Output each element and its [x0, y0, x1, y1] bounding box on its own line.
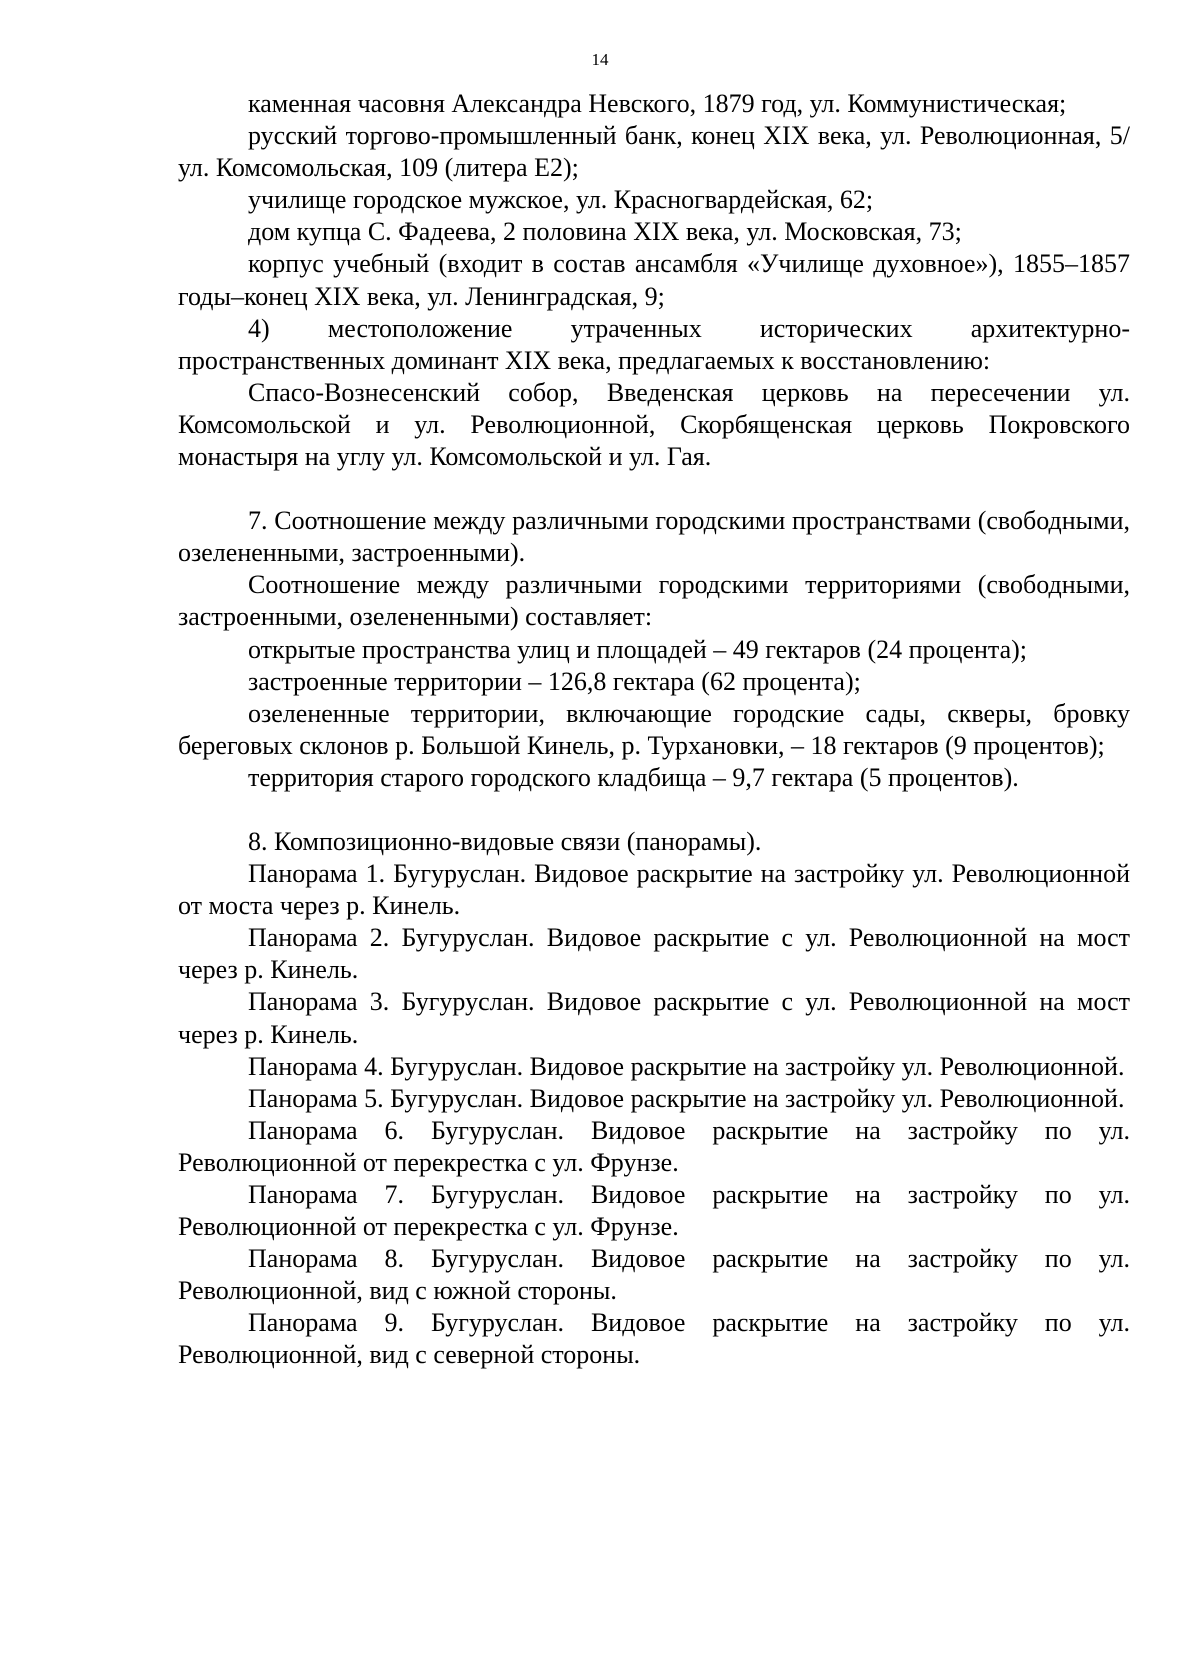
document-body [178, 88, 1130, 1372]
panorama-item: Панорама 3. Бугуруслан. Видовое раскрытие с ул. Революционной на мост через р. Кинель. [178, 987, 1130, 1049]
section-heading-7: 7. Соотношение между различными городскими пространствами (свободными, озелененными, застроенными). [178, 506, 1130, 568]
paragraph: территория старого городского кладбища – 9,7 гектара (5 процентов). [248, 762, 1019, 792]
panorama-item: Панорама 8. Бугуруслан. Видовое раскрытие на застройку по ул. Революционной, вид с южной стороны. [178, 1244, 1130, 1306]
page-number: 14 [591, 50, 609, 69]
panorama-item: Панорама 5. Бугуруслан. Видовое раскрытие на застройку ул. Революционной. [248, 1083, 1125, 1113]
paragraph: 4) местоположение утраченных исторических архитектурно-пространственных доминант XIX века, предлагаемых к восстановлению: [178, 313, 1130, 375]
section-heading-8: 8. Композиционно-видовые связи (панорамы). [248, 826, 762, 856]
paragraph: застроенные территории – 126,8 гектара (62 процента); [248, 666, 861, 696]
panorama-item: Панорама 9. Бугуруслан. Видовое раскрытие на застройку по ул. Революционной, вид с северной стороны. [178, 1308, 1130, 1370]
paragraph: Спасо-Вознесенский собор, Введенская церковь на пересечении ул. Комсомольской и ул. Революционной, Скорбященская церковь Покровского монастыря на углу ул. Комсомольской и ул. Гая. [178, 377, 1130, 472]
paragraph: корпус учебный (входит в состав ансамбля «Училище духовное»), 1855–1857 годы–конец XIX века, ул. Ленинградская, 9; [178, 249, 1130, 311]
paragraph: каменная часовня Александра Невского, 1879 год, ул. Коммунистическая; [248, 89, 1067, 118]
panorama-item: Панорама 4. Бугуруслан. Видовое раскрытие на застройку ул. Революционной. [248, 1051, 1125, 1081]
paragraph: открытые пространства улиц и площадей – 49 гектаров (24 процента); [248, 634, 1027, 664]
panorama-item: Панорама 2. Бугуруслан. Видовое раскрытие с ул. Революционной на мост через р. Кинель. [178, 923, 1130, 985]
panorama-item: Панорама 6. Бугуруслан. Видовое раскрытие на застройку по ул. Революционной от перекрестка с ул. Фрунзе. [178, 1115, 1130, 1177]
paragraph: Соотношение между различными городскими территориями (свободными, застроенными, озелененными) составляет: [178, 570, 1130, 632]
paragraph: дом купца С. Фадеева, 2 половина XIX века, ул. Московская, 73; [248, 217, 962, 247]
paragraph: училище городское мужское, ул. Красногвардейская, 62; [248, 185, 874, 215]
panorama-item: Панорама 1. Бугуруслан. Видовое раскрытие на застройку ул. Революционной от моста через р. Кинель. [178, 859, 1130, 921]
panorama-item: Панорама 7. Бугуруслан. Видовое раскрытие на застройку по ул. Революционной от перекрестка с ул. Фрунзе. [178, 1180, 1130, 1242]
paragraph: озелененные территории, включающие городские сады, скверы, бровку береговых склонов р. Большой Кинель, р. Турхановки, – 18 гектаров (9 процентов); [178, 698, 1130, 760]
paragraph: русский торгово-промышленный банк, конец XIX века, ул. Революционная, 5/ул. Комсомольская, 109 (литера Е2); [178, 121, 1130, 183]
